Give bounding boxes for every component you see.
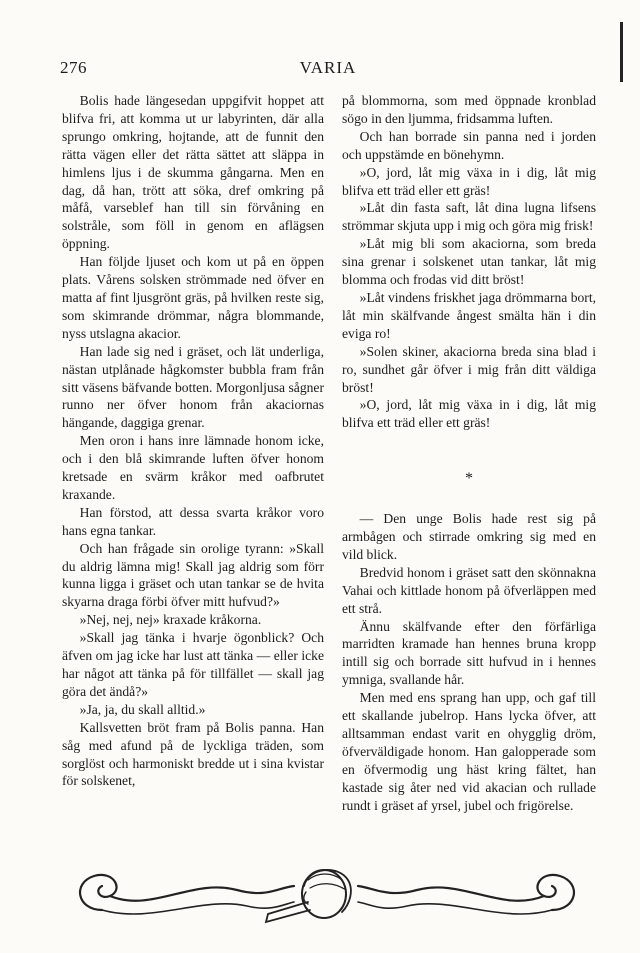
paragraph: »O, jord, låt mig växa in i dig, låt mig blifva ett träd eller ett gräs! [342,164,596,198]
scan-edge-mark [620,22,623,82]
scroll-left-ribbon-2 [102,902,294,914]
page-header [60,58,596,82]
scroll-left-curl [80,875,116,910]
paragraph: »Låt vindens friskhet jaga drömmarna bort, låt min skälfvande ångest smälta hän i din eviga ro! [342,289,596,341]
paragraph: »Ja, ja, du skall alltid.» [79,701,206,717]
scroll-right-curl [537,875,573,910]
paragraph: »Låt din fasta saft, låt dina lugna lifsens strömmar skjuta upp i mig och göra mig frisk! [342,200,596,234]
paragraph: Bolis hade längesedan uppgifvit hoppet att blifva fri, att komma ut ur labyrinten, där alla sprungo omkring, hojtande, att de funnit den rätta vägen eller det rätta sättet att släppa in himlens ljus i de skumma gångarna. Men en dag, då han, trött att söka, dref omkring på måfå, varseblef han till sin förvåning en solstråle, som föll in genom en aflägsen öppning. [62,93,324,252]
paragraph: »Solen skiner, akaciorna breda sina blad i ro, sundhet går öfver i mig från ditt väldiga bröst! [342,343,596,395]
running-head: VARIA [299,58,357,77]
paragraph: Han följde ljuset och kom ut på en öppen plats. Vårens solsken strömmade ned öfver en matta af fint ljusgrönt gräs, på hvilken reste sig, som skimrande drömmar, några blommande, nyss utslagna akacior. [62,254,324,341]
paragraph: — Den unge Bolis hade rest sig på armbågen och stirrade omkring sig med en vild blick. [342,511,596,562]
paragraph: Ännu skälfvande efter den förfärliga marridten kramade han hennes bruna kropp intill sig och borrade sitt hufvud in i hennes ymniga, svallande hår. [342,618,596,688]
paragraph: »Låt mig bli som akaciorna, som breda sina grenar i solskenet utan tankar, låt mig blomma och frodas vid ditt bröst! [342,236,596,288]
left-column [62,92,324,790]
paragraph: på blommorna, som med öppnade kronblad sögo in den ljumma, fridsamma luften. [342,93,596,126]
paragraph: Han lade sig ned i gräset, och lät underliga, nästan utplånade hågkomster bubbla fram från sitt väsens bäfvande botten. Morgonljusa sågner runno ner öfver honom från akaciornas hängande, daggiga grenar. [62,343,324,431]
paragraph: »Nej, nej, nej» kraxade kråkorna. [79,612,262,628]
scroll-left-ribbon [110,886,294,901]
paragraph: Han förstod, att dessa svarta kråkor voro hans egna tankar. [62,504,324,538]
paragraph: Kallsvetten bröt fram på Bolis panna. Han såg med afund på de lyckliga träden, som sorglöst och harmoniskt bredde ut i sina kvistar för solskenet, [62,719,324,789]
section-separator: * [465,470,473,488]
paragraph: Och han borrade sin panna ned i jorden och uppstämde en bönehymn. [342,128,596,162]
scroll-right-ribbon [358,886,544,901]
right-column [342,92,596,815]
paragraph: »O, jord, låt mig växa in i dig, låt mig blifva ett träd eller ett gräs! [342,397,596,431]
paragraph: »Skall jag tänka i hvarje ögonblick? Och äfven om jag icke har lust att tänka — eller icke har något att tänka på för tillfället — skall jag göra det ändå?» [62,630,324,699]
scroll-right-ribbon-2 [358,902,552,914]
paragraph: Men oron i hans inre lämnade honom icke, och i den blå skimrande luften öfver honom kretsade en svärm kråkor med oafbrutet kraxande. [62,433,324,502]
decorative-ornament [62,858,592,934]
paragraph: Men med ens sprang han upp, och gaf till ett skallande jubelrop. Hans lycka öfver, att alltsamman endast varit en ohygglig dröm, öfverväldigade honom. Han galopperade som en öfvermodig ung häst kring fältet, han kastade sig åter ned vid akacian och rullade rundt i gräset af yrsel, jubel och frigörelse. [342,690,596,813]
paragraph: Och han frågade sin orolige tyrann: »Skall du aldrig lämna mig! Skall jag aldrig som förr kunna ligga i gräset och utan tankar se de hvita skyarna draga förbi öfver mitt hufvud?» [62,540,324,610]
page-number: 276 [60,58,87,77]
paragraph: Bredvid honom i gräset satt den skönnakna Vahai och kittlade honom på öfverläppen med ett strå. [342,564,596,616]
